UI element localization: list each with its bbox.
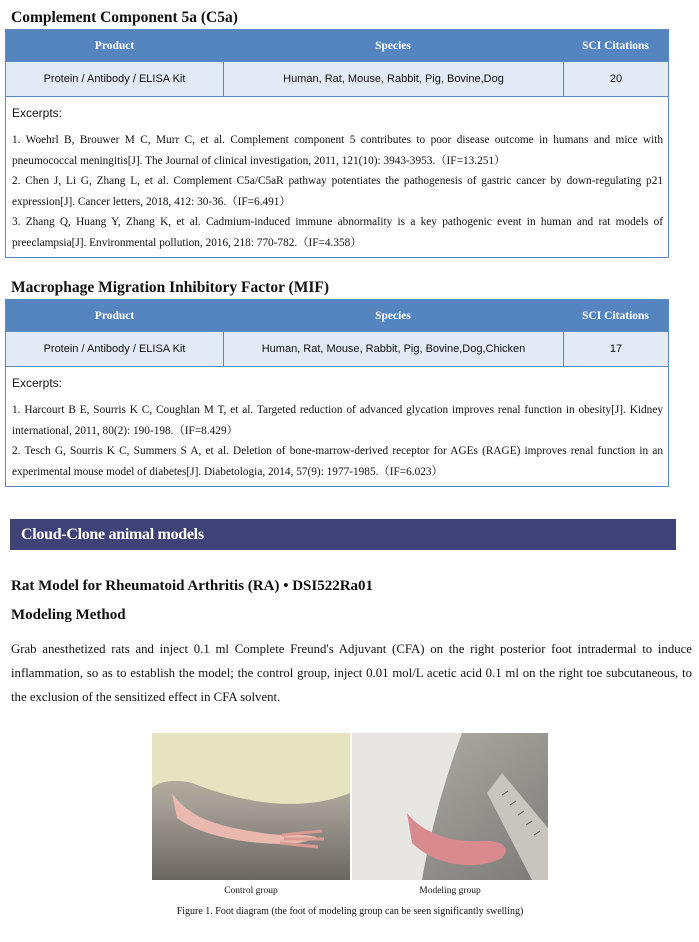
cell-citations: 17: [563, 332, 668, 366]
product-table: [5, 29, 669, 258]
figure-caption: Figure 1. Foot diagram (the foot of modeling group can be seen significantly swelling): [176, 906, 524, 917]
header-product: Product: [94, 309, 135, 322]
section-mif: [5, 279, 669, 487]
cell-species: Human, Rat, Mouse, Rabbit, Pig, Bovine,Dog,Chicken: [223, 332, 563, 366]
header-citations: SCI Citations: [582, 309, 649, 322]
header-citations: SCI Citations: [582, 39, 649, 52]
table-header: [6, 300, 668, 331]
reference: 2. Tesch G, Sourris K C, Summers S A, et al. Deletion of bone-marrow-derived receptor for AGEs (RAGE) improves renal function in an experimental mouse model of diabetes[J]. Diabetologia, 2014, 57(9): 1977-1985.（IF=6.023）: [12, 445, 663, 478]
header-species: Species: [375, 39, 411, 52]
reference: 2. Chen J, Li G, Zhang L, et al. Complement C5a/C5aR pathway potentiates the pathogenesis of gastric cancer by down-regulating p21 expression[J]. Cancer letters, 2018, 412: 30-36.（IF=6.491）: [12, 175, 663, 208]
reference: 1. Harcourt B E, Sourris K C, Coughlan M T, et al. Targeted reduction of advanced glycation improves renal function in obesity[J]. Kidney international, 2011, 80(2): 190-198.（IF=8.429）: [12, 404, 663, 437]
rat-foot-control-image: [152, 733, 350, 880]
excerpts-label: Excerpts:: [12, 376, 63, 390]
excerpts-label: Excerpts:: [12, 106, 63, 120]
modeling-group-label: Modeling group: [419, 886, 481, 896]
reference: 3. Zhang Q, Huang Y, Zhang K, et al. Cadmium-induced immune abnormality is a key pathogenic event in human and rat models of preeclampsia[J]. Environmental pollution, 2016, 218: 770-782.（IF=4.358）: [12, 216, 663, 249]
cell-citations: 20: [563, 62, 668, 96]
animal-models-banner: Cloud-Clone animal models: [10, 519, 676, 550]
product-table: [5, 299, 669, 487]
cell-product: Protein / Antibody / ELISA Kit: [43, 343, 186, 355]
cell-product: Protein / Antibody / ELISA Kit: [43, 73, 186, 85]
reference: 1. Woehrl B, Brouwer M C, Murr C, et al. Complement component 5 contributes to poor disease outcome in humans and mice with pneumococcal meningitis[J]. The Journal of clinical investigation, 2011, 121(10): 3943-3953.（IF=13.251）: [12, 134, 663, 167]
cell-species: Human, Rat, Mouse, Rabbit, Pig, Bovine,Dog: [223, 62, 563, 96]
method-text: Grab anesthetized rats and inject 0.1 ml Complete Freund's Adjuvant (CFA) on the right posterior foot intradermal to induce inflammation, so as to establish the model; the control group, inject 0.01 mol/L acetic acid 0.1 ml on the right toe subcutaneous, to the exclusion of the sensitized effect in CFA solvent.: [11, 642, 692, 704]
method-heading: Modeling Method: [11, 607, 126, 623]
excerpts: [6, 367, 668, 486]
table-row: [6, 331, 668, 367]
excerpts: [6, 97, 668, 257]
header-product: Product: [94, 39, 135, 52]
modeling-group-photo: [352, 733, 548, 880]
section-c5a: [5, 9, 669, 258]
table-row: [6, 61, 668, 97]
rat-foot-modeling-image: [352, 733, 548, 880]
control-group-photo: [152, 733, 350, 880]
header-species: Species: [375, 309, 411, 322]
section-title: Complement Component 5a (C5a): [11, 9, 238, 26]
table-header: [6, 30, 668, 61]
control-group-label: Control group: [224, 886, 278, 896]
section-title: Macrophage Migration Inhibitory Factor (MIF): [11, 279, 329, 296]
model-title: Rat Model for Rheumatoid Arthritis (RA) • DSI522Ra01: [11, 578, 374, 594]
